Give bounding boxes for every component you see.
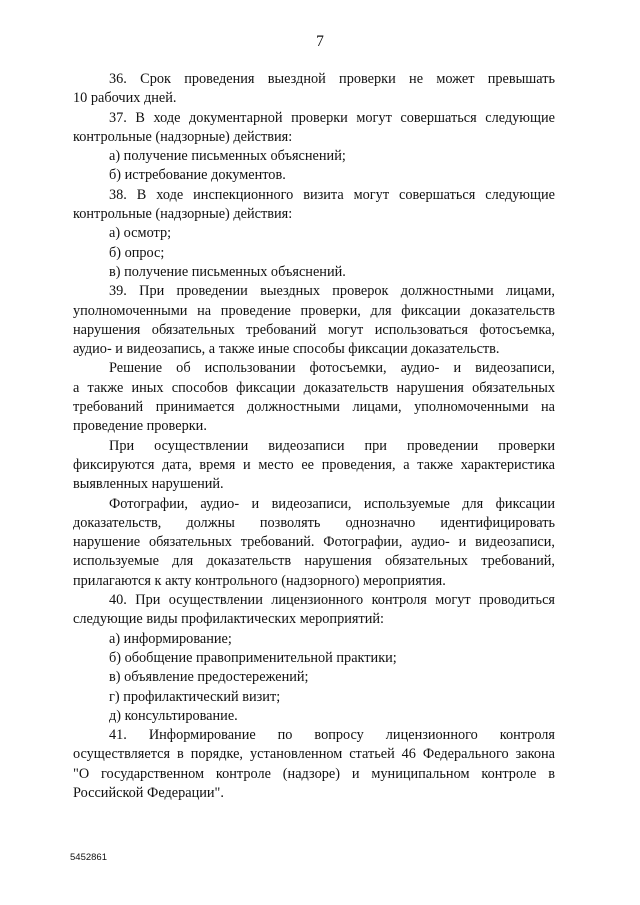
text-line: проведение проверки. [73,418,207,435]
text-line: Российской Федерации". [73,784,224,801]
text-line: фиксируются дата, время и место ее проведения, а также характеристика [73,456,555,473]
text-line: осуществляется в порядке, установленном статьей 46 Федерального закона [73,746,555,763]
text-line: выявленных нарушений. [73,476,224,493]
text-line: доказательств, должны позволять однозначно идентифицировать [73,514,555,531]
text-line: используемые для доказательств нарушения обязательных требований, [73,553,555,570]
page-number: 7 [316,33,324,50]
text-line: 36. Срок проведения выездной проверки не может превышать [109,71,555,87]
text-line: уполномоченными на проведение проверки, для фиксации доказательств [73,302,555,319]
document-body [73,70,555,803]
text-line: прилагаются к акту контрольного (надзорного) мероприятия. [73,572,446,589]
text-line: г) профилактический визит; [109,688,281,705]
text-line: а) информирование; [109,630,232,647]
text-line: 39. При проведении выездных проверок должностными лицами, [109,283,555,300]
text-line: 10 рабочих дней. [73,90,177,107]
text-line: требований принимается должностными лицами, уполномоченными на [73,399,555,416]
text-line: в) объявление предостережений; [109,669,309,686]
text-line: в) получение письменных объяснений. [109,263,346,280]
text-line: Фотографии, аудио- и видеозаписи, используемые для фиксации [109,495,555,512]
text-line: д) консультирование. [109,707,238,724]
text-line: 41. Информирование по вопросу лицензионного контроля [109,727,555,744]
text-line: контрольные (надзорные) действия: [73,128,293,145]
text-line: контрольные (надзорные) действия: [73,206,293,223]
text-line: При осуществлении видеозаписи при проведении проверки [109,437,555,454]
text-line: Решение об использовании фотосъемки, аудио- и видеозаписи, [109,360,555,377]
text-line: 40. При осуществлении лицензионного контроля могут проводиться [109,592,555,609]
text-line: б) истребование документов. [109,167,286,184]
text-line: нарушение обязательных требований. Фотографии, аудио- и видеозаписи, [73,534,555,551]
text-line: 38. В ходе инспекционного визита могут совершаться следующие [109,186,555,203]
text-line: б) обобщение правоприменительной практики; [109,649,397,666]
text-line: "О государственном контроле (надзоре) и муниципальном контроле в [73,765,555,782]
text-line: следующие виды профилактических мероприятий: [73,611,384,628]
text-line: 37. В ходе документарной проверки могут совершаться следующие [109,109,555,126]
text-line: а также иных способов фиксации доказательств нарушения обязательных [73,379,555,396]
text-line: аудио- и видеозапись, а также иные способы фиксации доказательств. [73,341,500,358]
text-line: нарушения обязательных требований могут использоваться фотосъемка, [73,321,555,338]
text-line: б) опрос; [109,244,165,261]
text-line: а) получение письменных объяснений; [109,148,346,165]
document-code: 5452861 [70,852,107,863]
text-line: а) осмотр; [109,225,172,242]
